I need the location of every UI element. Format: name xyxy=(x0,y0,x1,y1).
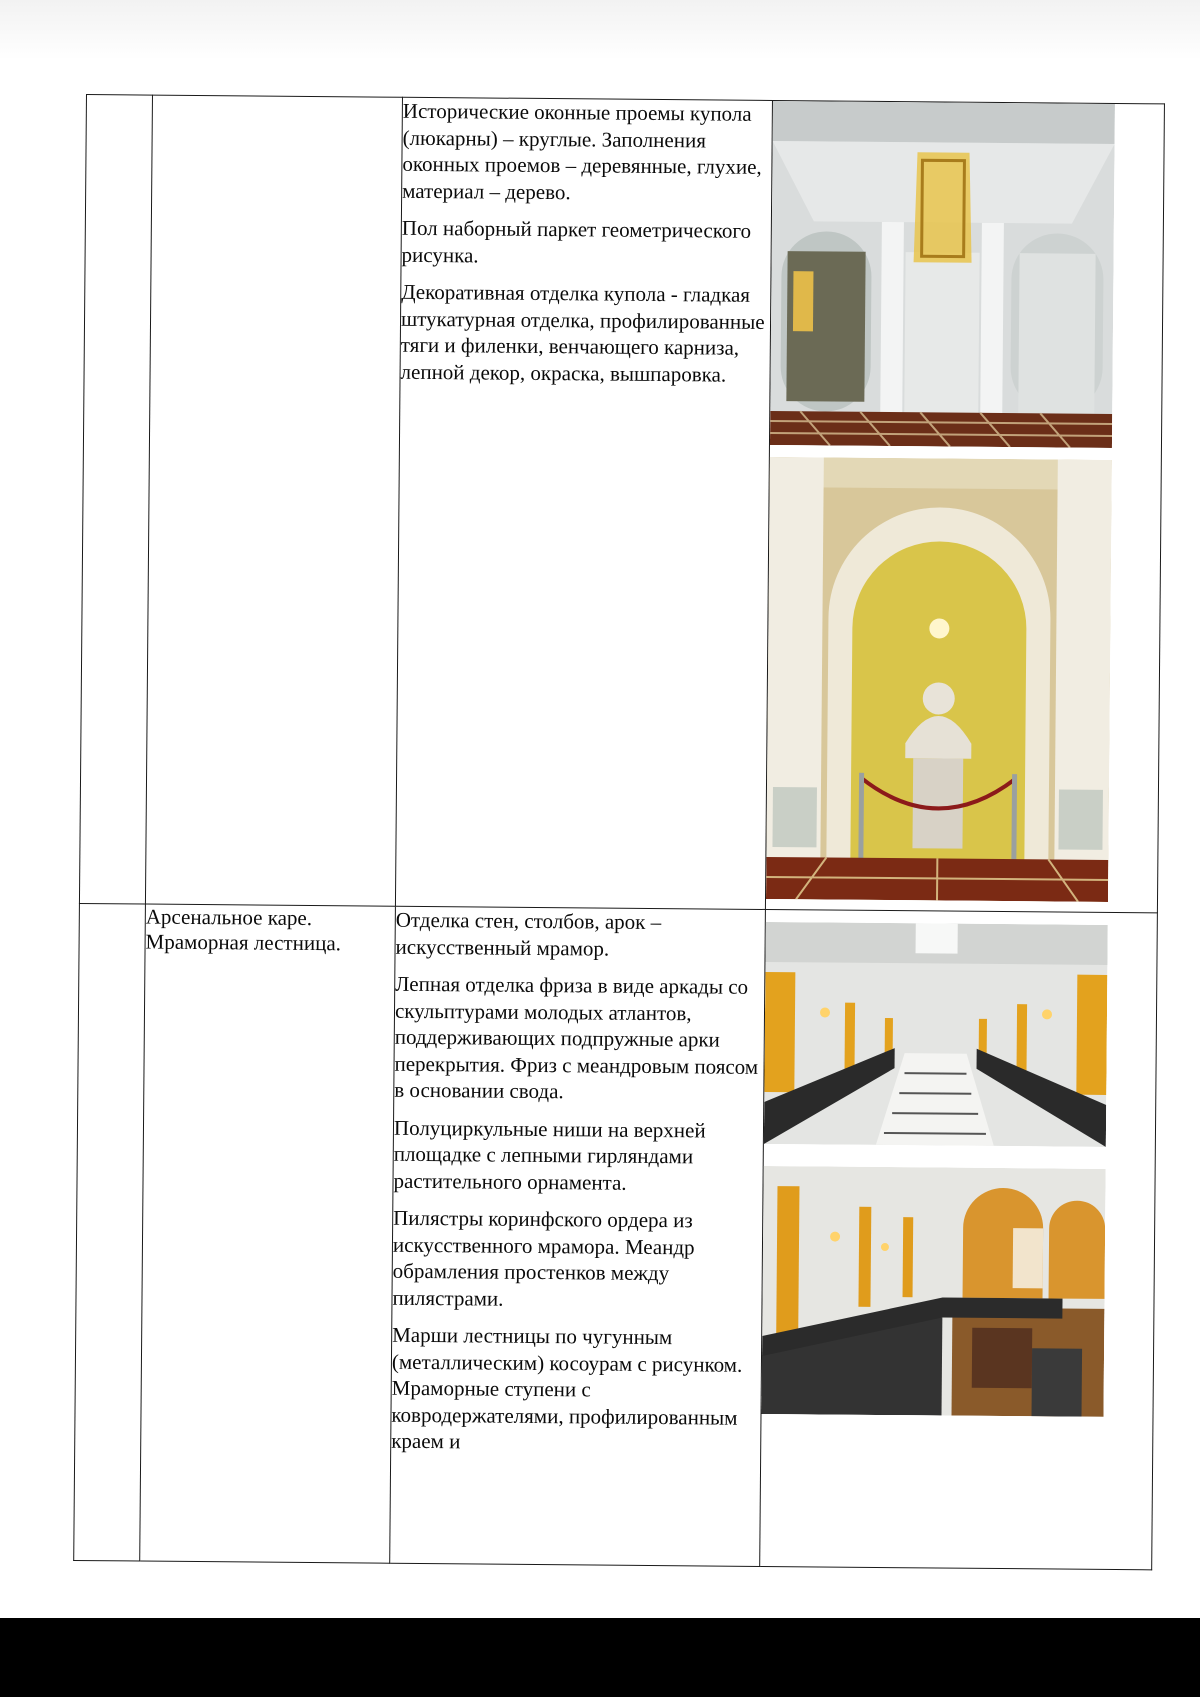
description-paragraph: Пилястры коринфского ордера из искусственного мрамора. Меандр обрамления простенков между пилястрами. xyxy=(392,1205,695,1311)
description-paragraph: Декоративная отделка купола - гладкая штукатурная отделка, профилированные тяги и филенки, венчающего карниза, лепной декор, окраска, вышпаровка. xyxy=(400,279,765,387)
description-cell xyxy=(390,906,766,1566)
description-cell xyxy=(395,97,772,909)
scan-bottom-edge xyxy=(0,1618,1200,1697)
document-sheet xyxy=(73,94,1164,1571)
marble-staircase-photo xyxy=(764,922,1108,1147)
object-title xyxy=(153,96,402,98)
upper-landing-photo xyxy=(762,1166,1106,1417)
bust-niche-photo xyxy=(766,457,1112,902)
table-row xyxy=(79,95,1164,913)
description-paragraph: Полуциркульные ниши на верхней площадке с лепными гирляндами растительного орнамента. xyxy=(393,1115,706,1195)
photo-cell xyxy=(760,909,1158,1569)
object-title: Арсенальное каре. Мраморная лестница. xyxy=(145,904,342,956)
number-cell xyxy=(79,95,152,905)
object-title-cell xyxy=(140,904,396,1563)
dome-hall-photo xyxy=(770,101,1115,448)
description-paragraph: Отделка стен, столбов, арок – искусственный мрамор. xyxy=(395,907,662,961)
table-row xyxy=(74,903,1158,1569)
description-paragraph: Пол наборный паркет геометрического рисунка. xyxy=(401,215,752,267)
description-paragraph: Лепная отделка фриза в виде аркады со скульптурами молодых атлантов, поддерживающих подпружные арки перекрытия. Фриз с меандровым поясом в основании свода. xyxy=(394,971,759,1104)
photo-cell xyxy=(765,100,1164,912)
number-cell xyxy=(74,903,146,1561)
description-table xyxy=(73,94,1165,1570)
description-paragraph: Марши лестницы по чугунным (металлическим) косоурам с рисунком. Мраморные ступени с ковродержателями, профилированным краем и xyxy=(391,1322,743,1454)
object-title-cell xyxy=(145,95,402,906)
description-paragraph: Исторические оконные проемы купола (люкарны) – круглые. Заполнения оконных проемов – деревянные, глухие, материал – дерево. xyxy=(402,98,762,204)
